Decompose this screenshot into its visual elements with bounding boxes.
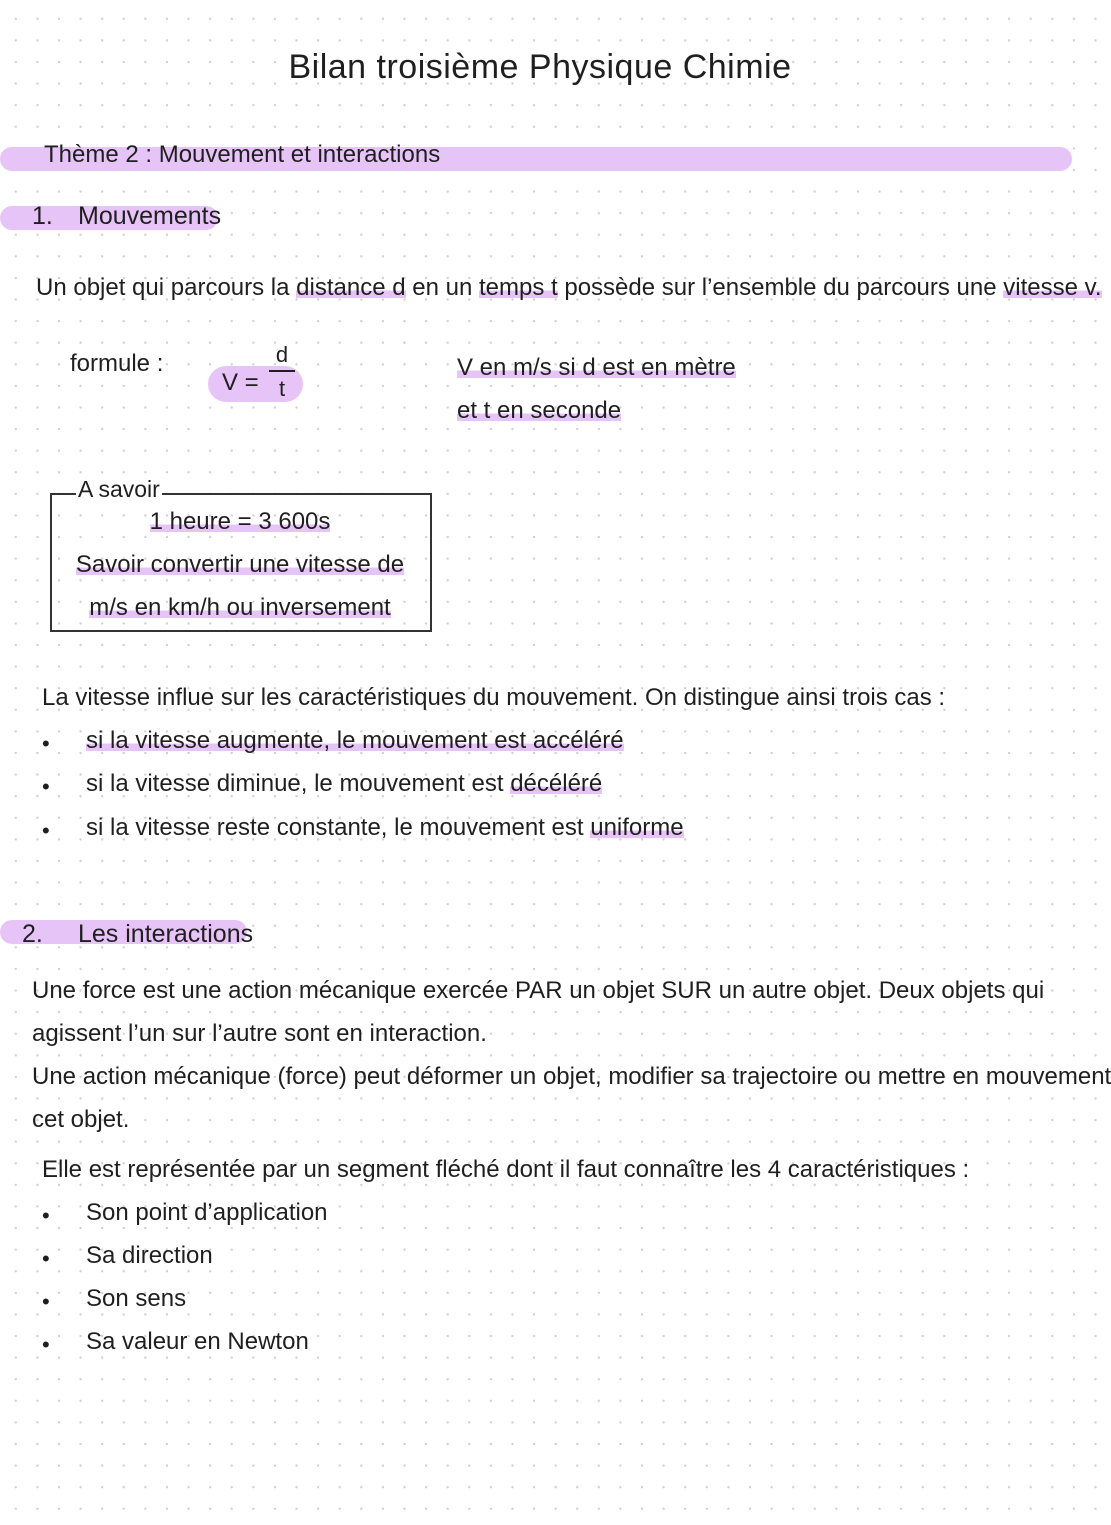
units-line2-text: et t en seconde [457, 397, 622, 424]
speed-definition-part1: Un objet qui parcours la [36, 274, 297, 301]
case-decelerated-text: si la vitesse diminue, le mouvement est [86, 770, 511, 797]
case-uniform-text: si la vitesse reste constante, le mouvement est [86, 814, 591, 841]
case-accelerated-keyword: accéléré [532, 727, 624, 754]
force-paragraph-line2: agissent l’un sur l’autre sont en interaction. [32, 1020, 487, 1047]
bullet: • [42, 1246, 50, 1271]
formula-label: formule : [70, 350, 164, 377]
force-paragraph-line3: Une action mécanique (force) peut déformer un objet, modifier sa trajectoire ou mettre en mouvement [32, 1063, 1111, 1090]
characteristic-direction: Sa direction [86, 1242, 213, 1269]
bullet: • [42, 818, 50, 843]
a-savoir-line3 [50, 594, 430, 622]
formula-units-line2 [457, 397, 621, 425]
speed-definition-part3: possède sur l’ensemble du parcours une [557, 274, 1004, 301]
case-uniform [86, 814, 684, 842]
theme-heading: Thème 2 : Mouvement et interactions [44, 141, 441, 168]
a-savoir-line1 [50, 508, 430, 536]
force-paragraph-line4: cet objet. [32, 1106, 130, 1133]
speed-definition-speed: vitesse v. [1003, 274, 1102, 301]
section2-title: Les interactions [78, 920, 254, 948]
a-savoir-line2-text: Savoir convertir une vitesse de [75, 551, 405, 578]
a-savoir-line2 [50, 551, 430, 579]
case-decelerated-keyword: décéléré [510, 770, 603, 797]
characteristic-application-point: Son point d’application [86, 1199, 328, 1226]
fraction-bar [269, 370, 295, 372]
case-uniform-keyword: uniforme [590, 814, 684, 841]
formula-units-line1 [457, 354, 736, 382]
bullet: • [42, 1203, 50, 1228]
section2-number: 2. [22, 920, 43, 948]
case-decelerated [86, 770, 602, 798]
bullet: • [42, 1332, 50, 1357]
formula-denominator: t [278, 376, 286, 401]
speed-definition-distance: distance d [296, 274, 406, 301]
speed-definition-part2: en un [405, 274, 479, 301]
formula-numerator: d [275, 342, 289, 367]
characteristic-value: Sa valeur en Newton [86, 1328, 309, 1355]
case-accelerated-text: si la vitesse augmente, le mouvement est [86, 727, 533, 754]
section1-number: 1. [32, 202, 53, 230]
bullet: • [42, 731, 50, 756]
force-paragraph-line1: Une force est une action mécanique exercée PAR un objet SUR un autre objet. Deux objets qui [32, 977, 1045, 1004]
bullet: • [42, 1289, 50, 1314]
page-title: Bilan troisième Physique Chimie [288, 48, 792, 86]
characteristics-intro: Elle est représentée par un segment fléché dont il faut connaître les 4 caractéristiques : [42, 1156, 970, 1183]
units-line1-text: V en m/s si d est en mètre [457, 354, 736, 381]
characteristic-sense: Son sens [86, 1285, 187, 1312]
a-savoir-legend: A savoir [78, 476, 160, 502]
speed-definition-time: temps t [478, 274, 558, 301]
cases-intro: La vitesse influe sur les caractéristiques du mouvement. On distingue ainsi trois cas : [42, 684, 946, 711]
bullet: • [42, 774, 50, 799]
section1-title: Mouvements [78, 202, 222, 230]
a-savoir-line3-text: m/s en km/h ou inversement [89, 594, 391, 621]
case-accelerated [86, 727, 624, 755]
a-savoir-line1-text: 1 heure = 3 600s [149, 508, 331, 535]
formula-fraction [266, 342, 298, 402]
formula-lhs: V = [222, 369, 259, 396]
speed-definition [36, 274, 1102, 302]
